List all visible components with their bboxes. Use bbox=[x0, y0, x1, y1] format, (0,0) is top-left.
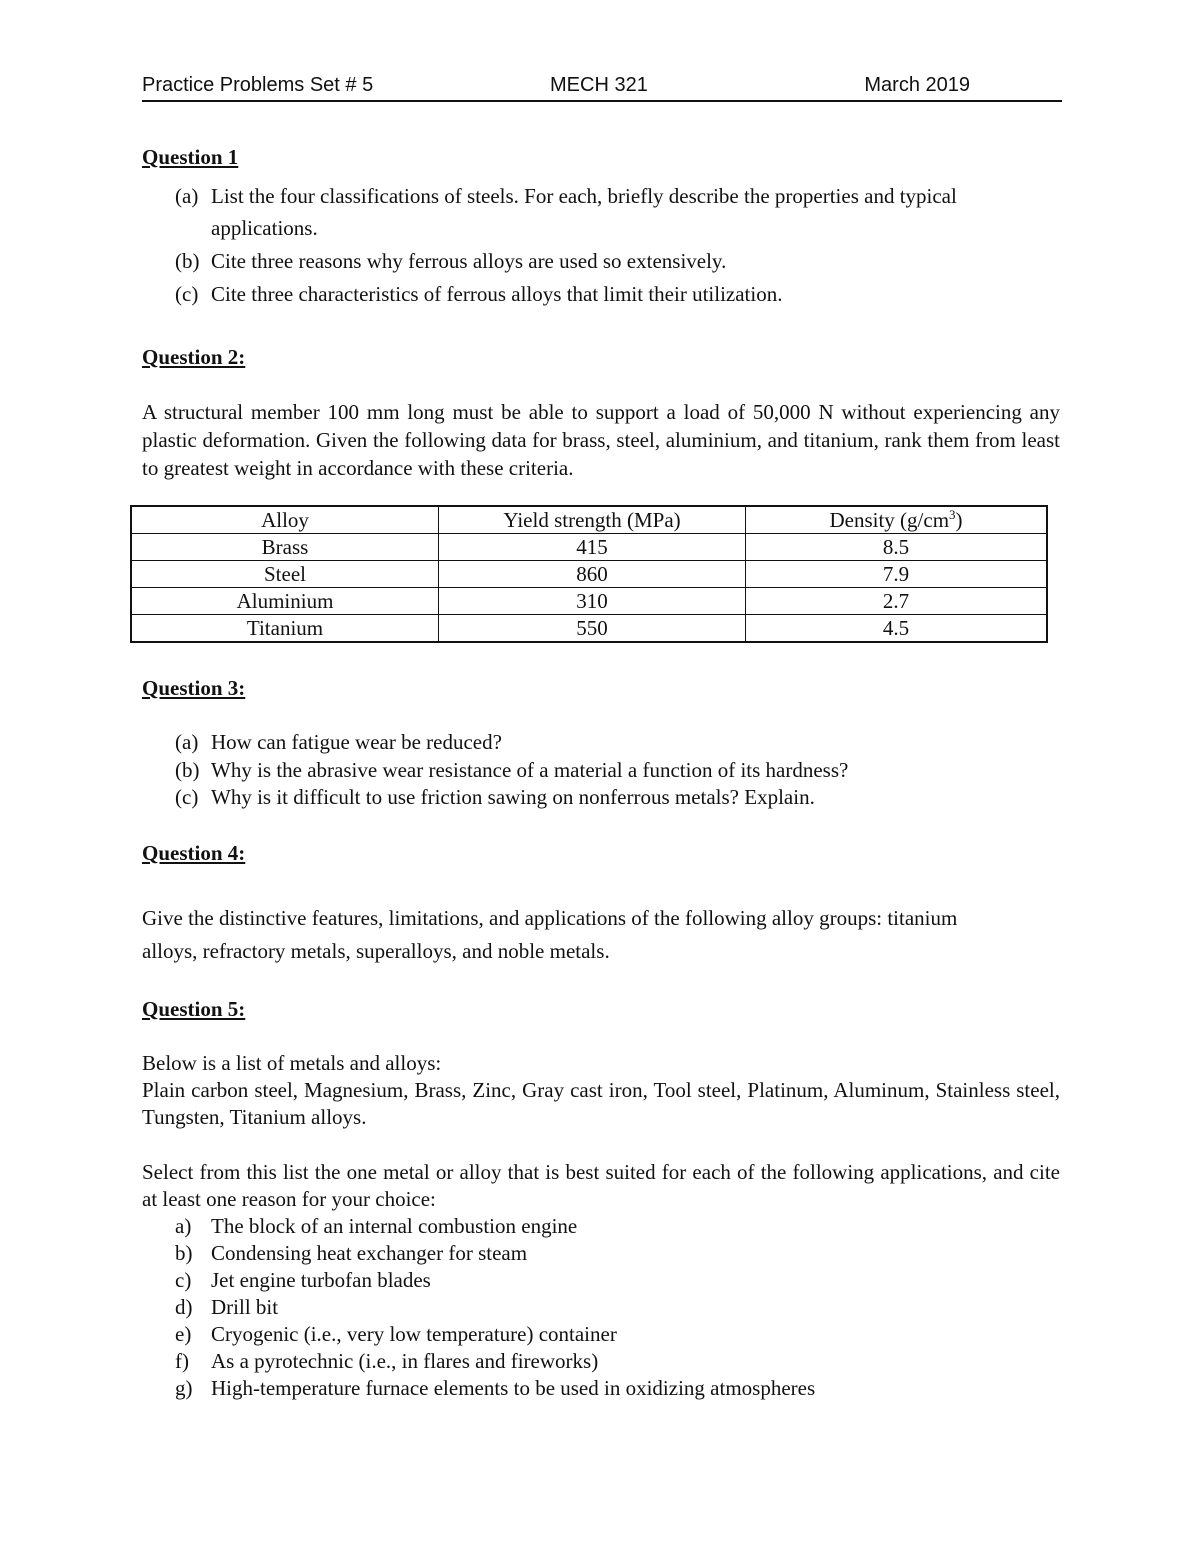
item-label: e) bbox=[175, 1322, 192, 1346]
question-5-metal-list: Plain carbon steel, Magnesium, Brass, Zinc, Gray cast iron, Tool steel, Platinum, Aluminum, Stainless steel, Tungsten, Titanium alloys. bbox=[142, 1078, 1060, 1129]
list-item bbox=[175, 1375, 1055, 1402]
table-row bbox=[131, 588, 1047, 615]
table-row bbox=[131, 615, 1047, 643]
header-date: March 2019 bbox=[864, 74, 970, 96]
item-text: Why is the abrasive wear resistance of a material a function of its hardness? bbox=[211, 758, 849, 782]
item-label: (c) bbox=[175, 785, 199, 809]
table-header-cell: Yield strength (MPa) bbox=[439, 506, 746, 534]
table-header-row bbox=[131, 506, 1047, 534]
header-course-set: Practice Problems Set # 5 bbox=[142, 74, 374, 96]
question-4-title: Question 4: bbox=[142, 841, 246, 865]
item-text: Cite three characteristics of ferrous alloys that limit their utilization. bbox=[211, 282, 783, 306]
question-3-item-a bbox=[175, 729, 1065, 756]
table-cell: 860 bbox=[439, 561, 746, 588]
table-cell: 2.7 bbox=[746, 588, 1048, 615]
item-text: The block of an internal combustion engine bbox=[211, 1214, 578, 1238]
item-text: Condensing heat exchanger for steam bbox=[211, 1241, 528, 1265]
table-cell: 4.5 bbox=[746, 615, 1048, 643]
question-1-item-b bbox=[175, 245, 1065, 277]
question-5-instructions: Select from this list the one metal or alloy that is best suited for each of the following applications, and cite at least one reason for your choice: bbox=[142, 1160, 1060, 1211]
table-cell: 8.5 bbox=[746, 534, 1048, 561]
list-item bbox=[175, 1267, 1055, 1294]
item-label: (c) bbox=[175, 282, 199, 306]
table-header-cell bbox=[746, 506, 1048, 534]
table-cell: 415 bbox=[439, 534, 746, 561]
item-label: (a) bbox=[175, 184, 199, 208]
table-row bbox=[131, 534, 1047, 561]
item-text: Jet engine turbofan blades bbox=[211, 1268, 431, 1292]
item-text: High-temperature furnace elements to be used in oxidizing atmospheres bbox=[211, 1376, 816, 1400]
item-text: How can fatigue wear be reduced? bbox=[211, 730, 502, 754]
item-text: List the four classifications of steels. For each, briefly describe the properties and typical bbox=[211, 184, 957, 208]
table-cell: 310 bbox=[439, 588, 746, 615]
question-5-title: Question 5: bbox=[142, 997, 246, 1021]
item-text: Cite three reasons why ferrous alloys are used so extensively. bbox=[211, 249, 727, 273]
item-text: Drill bit bbox=[211, 1295, 279, 1319]
table-row bbox=[131, 561, 1047, 588]
item-label: (a) bbox=[175, 730, 199, 754]
item-label: f) bbox=[175, 1349, 189, 1373]
item-text: Why is it difficult to use friction sawing on nonferrous metals? Explain. bbox=[211, 785, 815, 809]
question-1-item-a-cont: applications. bbox=[211, 216, 318, 240]
list-item bbox=[175, 1213, 1055, 1240]
list-item bbox=[175, 1348, 1055, 1375]
table-cell: 550 bbox=[439, 615, 746, 643]
question-4-line-1: Give the distinctive features, limitations, and applications of the following alloy groups: titanium bbox=[142, 906, 958, 930]
question-2-text: A structural member 100 mm long must be able to support a load of 50,000 N without experiencing any plastic deformation. Given the following data for brass, steel, aluminium, and titanium, rank them from least to greatest weight in accordance with these criteria. bbox=[142, 400, 1060, 480]
density-superscript: 3 bbox=[949, 507, 956, 522]
list-item bbox=[175, 1294, 1055, 1321]
question-5-application-list bbox=[175, 1213, 1055, 1402]
question-3-item-c bbox=[175, 784, 1065, 811]
item-label: (b) bbox=[175, 758, 200, 782]
table-header-cell: Alloy bbox=[131, 506, 439, 534]
item-label: g) bbox=[175, 1376, 193, 1400]
question-3-title: Question 3: bbox=[142, 676, 246, 700]
table-cell: Aluminium bbox=[131, 588, 439, 615]
density-header-close: ) bbox=[955, 508, 963, 532]
page-header bbox=[142, 72, 1062, 102]
item-label: a) bbox=[175, 1214, 192, 1238]
table-cell: Steel bbox=[131, 561, 439, 588]
list-item bbox=[175, 1321, 1055, 1348]
question-2-title: Question 2: bbox=[142, 345, 246, 369]
question-5-intro: Below is a list of metals and alloys: bbox=[142, 1051, 442, 1075]
question-1-title: Question 1 bbox=[142, 145, 239, 169]
item-label: b) bbox=[175, 1241, 193, 1265]
item-label: d) bbox=[175, 1295, 193, 1319]
question-1-item-a bbox=[175, 180, 1065, 212]
item-text: As a pyrotechnic (i.e., in flares and fireworks) bbox=[211, 1349, 599, 1373]
table-cell: Titanium bbox=[131, 615, 439, 643]
alloy-data-table bbox=[130, 505, 1048, 643]
question-4-line-2: alloys, refractory metals, superalloys, and noble metals. bbox=[142, 939, 610, 963]
item-label: c) bbox=[175, 1268, 192, 1292]
item-text: Cryogenic (i.e., very low temperature) container bbox=[211, 1322, 617, 1346]
table-cell: Brass bbox=[131, 534, 439, 561]
question-1-item-c bbox=[175, 278, 1065, 310]
question-3-item-b bbox=[175, 757, 1065, 784]
density-header-text: Density (g/cm bbox=[829, 508, 950, 532]
list-item bbox=[175, 1240, 1055, 1267]
item-label: (b) bbox=[175, 249, 200, 273]
header-course-code: MECH 321 bbox=[550, 74, 648, 96]
table-cell: 7.9 bbox=[746, 561, 1048, 588]
